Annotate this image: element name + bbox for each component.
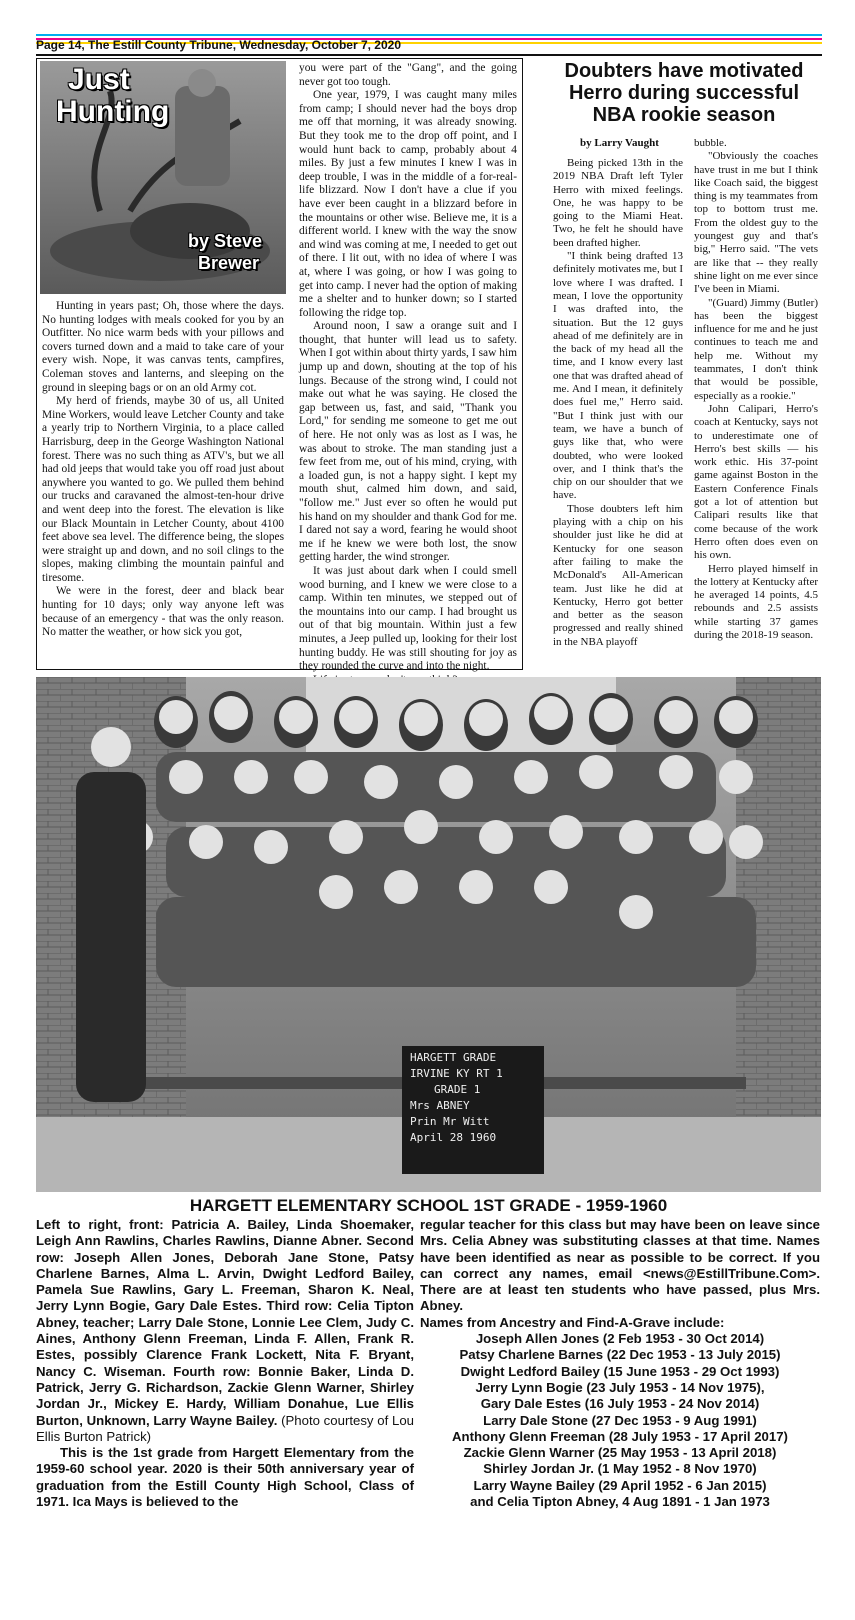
caption-left [36,1217,414,1510]
caption-right [420,1217,820,1510]
header-rule [36,54,822,56]
article-paragraph: "I think being drafted 13 definitely motivates me, but I love where I was drafted. I mean, I love the opportunity I was drafted into, the situation. But the 12 guys ahead of me definitely are in the back of my head all the time, and I know every last one that was drafted ahead of me. And I mean, it definitely does fuel me," Herro said. "But I think just with our team, we have a bunch of guys like that, who were doubted, who were looked over, and I think that's the chip on our shoulder that we have. [553,250,683,502]
caption-paragraph: This is the 1st grade from Hargett Elementary from the 1959-60 school year. 2020 is their 50th anniversary year of graduation from the Estill County High School, Class of 1971. Ica Mays is believed to the [36,1445,414,1510]
caption-names: Left to right, front: Patricia A. Bailey, Linda Shoemaker, Leigh Ann Rawlins, Charles Rawlins, Dianne Abner. Second row: Joseph Allen Jones, Deborah Jane Stone, Patsy Charlene Barnes, Alma L. Arvin, Dwight Ledford Bailey, Pamela Sue Rawlins, Gary L. Freeman, Sharon K. Neal, Jerry Lynn Bogie, Gary Dale Estes. Third row: Celia Tipton Abney, teacher; Larry Dale Stone, Lonnie Lee Clem, Judy C. Aines, Anthony Glenn Freeman, Linda F. Allen, Frank R. Estes, possibly Clarence Frank Lockett, Nita F. Bryant, Nancy C. Wiseman. Fourth row: Bonnie Baker, Linda D. Patrick, Jerry G. Richardson, Zackie Glenn Warner, Shirley Jordan Jr., Mickey E. Hardy, William Donahue, Lue Ellis Burton, Unknown, Larry Wayne Bailey. [36,1217,414,1428]
class-photo-sign [402,1046,544,1174]
sign-line2: IRVINE KY RT 1 [410,1067,503,1080]
article-text-col1 [553,157,683,649]
article-byline: by Larry Vaught [580,137,659,149]
names-heading: Names from Ancestry and Find-A-Grave include: [420,1314,725,1330]
name-entry: Dwight Ledford Bailey (15 June 1953 - 29 Oct 1993) [460,1363,780,1379]
column-paragraph: It was just about dark when I could smell wood burning, and I knew we were close to a camp. Within ten minutes, we stepped out of the mountains into our camp. I had brought us out of that big mountain. Within just a few minutes, a Jeep pulled up, looking for their lost hunting buddy. He was still shouting for joy as they rounded the curve and into the night. [299,564,517,673]
column-title-line2: Hunting [56,95,170,128]
column-paragraph: We were in the forest, deer and black bear hunting for 10 days; only way anyone left was because of an emergency - that was the only reason. No matter the weather, or how sick you got, [42,585,284,639]
column-author-line2: Brewer [198,253,260,273]
name-entry: Larry Dale Stone (27 Dec 1953 - 9 Aug 1991) [483,1412,757,1428]
article-headline: Doubters have motivated Herro during successful NBA rookie season [564,60,804,126]
column-paragraph: One year, 1979, I was caught many miles from camp; I should never had the boys drop me off that morning, it was already snowing. But they took me to the drop off point, and I would hunt back to camp, probably about 4 miles. By just a few minutes I knew I was in deep trouble, I was in the middle of a for-real-life blizzard. Now I don't have a clue if you have ever been caught in a blizzard before in the mountains or other wise. Believe me, it is a different world. I knew with the way the snow and wind was coming at me, I needed to get out of there. I lit out, with no idea of where I was at, where I was going, or how I was going to get into camp. I never had the option of making me a shelter and to hunker down; so I started following the ridge top. [299,89,517,319]
article-paragraph: Those doubters left him playing with a chip on his shoulder just like he did at Kentucky for one season after failing to make the McDonald's All-American team. Just like he did at Kentucky, Herro got better and better as the season progressed and really shined in the NBA playoff [553,502,683,648]
cyan-bar [36,34,822,36]
page-header: Page 14, The Estill County Tribune, Wednesday, October 7, 2020 [36,38,401,52]
article-paragraph: John Calipari, Herro's coach at Kentucky, says not to underestimate one of Herro's best skills — his work ethic. His 37-point game against Boston in the Eastern Conference Finals got a lot of attention but Calipari results like that come because of the work Herro often does even on his own. [694,402,818,562]
names-list [420,1331,820,1510]
article-text-col2 [694,137,818,642]
sign-line4: Mrs ABNEY [410,1099,470,1112]
name-entry: Zackie Glenn Warner (25 May 1953 - 13 April 2018) [463,1445,777,1461]
photo-credit: (Photo courtesy of Lou Ellis Burton Patrick) [36,1412,414,1444]
sign-line5: Prin Mr Witt [410,1115,490,1128]
name-entry: Shirley Jordan Jr. (1 May 1952 - 8 Nov 1970) [483,1461,757,1477]
name-entry: Jerry Lynn Bogie (23 July 1953 - 14 Nov 1975), [475,1379,765,1395]
column-author-line1: by Steve [188,231,263,251]
hunter-photo [40,61,286,294]
article-paragraph: bubble. [694,137,727,149]
name-entry: Anthony Glenn Freeman (28 July 1953 - 17 April 2017) [452,1428,788,1444]
article-paragraph: Herro played himself in the lottery at Kentucky after he averaged 14 points, 4.5 rebounds and 2.5 assists while starting 37 games during the 2018-19 season. [694,562,819,641]
sign-line1: HARGETT GRADE [410,1051,497,1064]
article-paragraph: "Obviously the coaches have trust in me but I think like Coach said, the biggest thing is my teammates from top to bottom trust me. From the oldest guy to the youngest guy and that's big," Herro said. "The vets are like that -- they really shine light on me ever since I've been in Miami. [694,150,818,296]
column-paragraph: Around noon, I saw a orange suit and I thought, that hunter will lead us to safety. When I got within about thirty yards, I saw him jump up and down, shouting at the top of his lungs. Because of the strong wind, I could not make out what he was saying. He closed the gap between us, fast, and said, "Thank you Lord," for sending me someone to get me out of here. He not only was as lost as I was, he was about to stroke. The man standing just a few feet from me, out of his mind, crying, with a loaded gun, is not a happy sight. I kept my mouth shut, calmed him down, and said, "follow me." Just ever so often he would put his hand on my shoulder and thank God for me. I dared not say a word, fearing he would shoot me if he knew we were both lost, the snow getting harder, the wind stronger. [299,320,517,564]
article-paragraph: Being picked 13th in the 2019 NBA Draft left Tyler Herro with mixed feelings. One, he was happy to be going to the Miami Heat. Two, he felt he should have been drafted higher. [553,157,683,249]
column-paragraph: Hunting in years past; Oh, those where the days. No hunting lodges with meals cooked for you by an Outfitter. No nice warm beds with your pillows and covers turned down and a maid to take care of your every wish. Nope, it was canvas tents, campfires, Coleman stoves and lanterns, and sleeping on the ground in sleeping bags or on an old Army cot. [42,300,284,394]
name-entry: Joseph Allen Jones (2 Feb 1953 - 30 Oct 2014) [475,1331,765,1347]
column-title-line1: Just [68,63,130,96]
column-paragraph: My herd of friends, maybe 30 of us, all United Mine Workers, would leave Letcher County and take a yearly trip to Northern Virginia, to a place called Harrisburg, deep in the George Washington National forest. There was no such thing as ATV's, but we all had old jeeps that would take you off road just about anywhere you wanted to go. We pulled them behind our trucks and caravaned the almost-ten-hour drive and went deep into the forest. The elevation is like our Black Mountain in Letcher County, about 4100 feet above sea level. The difference being, the slopes were straight up and down, and no soil clings to the slopes, making climbing the mountain painful and tiresome. [42,395,284,584]
article-paragraph: "(Guard) Jimmy (Butler) has been the biggest influence for me and he just continues to teach me and help me. Without my teammates, I don't think that would be possible, especially as a rookie." [694,296,818,402]
name-entry: and Celia Tipton Abney, 4 Aug 1891 - 1 Jan 1973 [470,1494,770,1510]
column-text-col1 [42,300,284,640]
name-entry: Patsy Charlene Barnes (22 Dec 1953 - 13 July 2015) [459,1347,781,1363]
sign-line3: GRADE 1 [434,1083,481,1096]
column-text-col2 [299,62,517,687]
caption-title: HARGETT ELEMENTARY SCHOOL 1ST GRADE - 1959-1960 [189,1196,668,1215]
sign-line6: April 28 1960 [410,1131,497,1144]
name-entry: Larry Wayne Bailey (29 April 1952 - 6 Jan 2015) [473,1477,767,1493]
caption-paragraph: regular teacher for this class but may have been on leave since Mrs. Celia Abney was substituting classes at that time. Names have been identified as near as possible to be correct. If you can correct any names, email <news@EstillTribune.Com>. There are at least ten students who have passed, plus Mrs. Abney. [420,1217,820,1314]
column-paragraph: you were part of the "Gang", and the going never got too tough. [299,62,517,88]
name-entry: Gary Dale Estes (16 July 1953 - 24 Nov 2014) [480,1396,760,1412]
